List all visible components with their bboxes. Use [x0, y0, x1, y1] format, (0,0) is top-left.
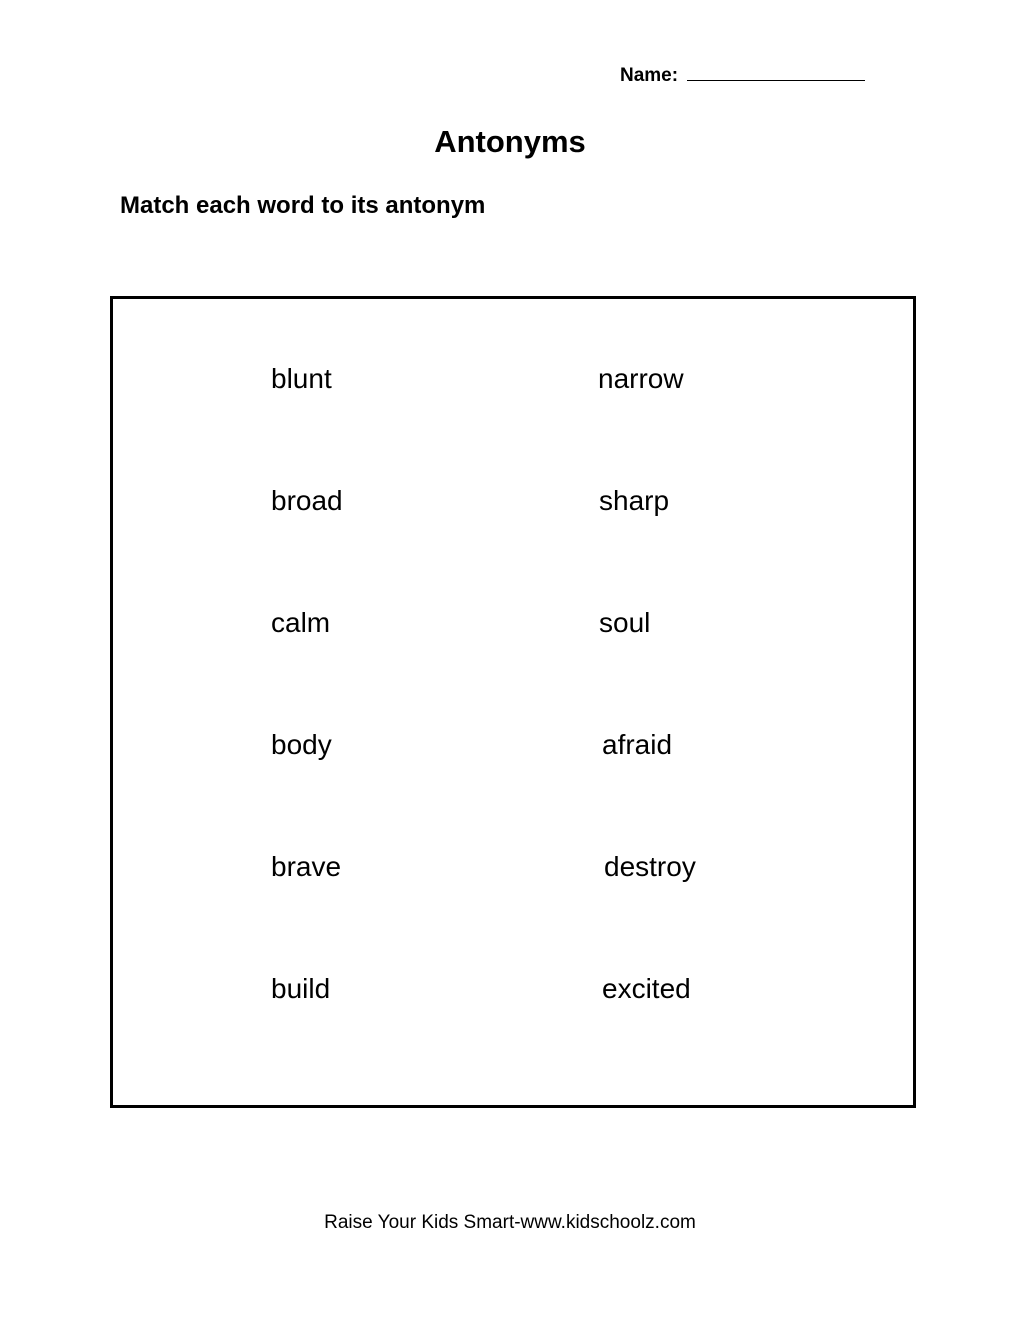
worksheet-title: Antonyms	[434, 124, 586, 159]
left-word: build	[271, 973, 331, 1004]
left-word: blunt	[271, 363, 332, 394]
left-word: calm	[271, 607, 331, 638]
right-word: soul	[599, 607, 651, 638]
word-box	[110, 296, 916, 1108]
right-word: excited	[602, 973, 691, 1004]
left-word: body	[271, 729, 332, 760]
name-label: Name:	[620, 65, 679, 86]
name-blank-line	[687, 62, 865, 81]
right-word: afraid	[602, 729, 673, 760]
right-word: destroy	[604, 851, 696, 882]
name-field	[620, 62, 865, 87]
left-word: brave	[271, 851, 342, 882]
footer-credit: Raise Your Kids Smart-www.kidschoolz.com	[324, 1212, 696, 1233]
left-word: broad	[271, 485, 343, 516]
instructions: Match each word to its antonym	[120, 192, 486, 219]
right-word: sharp	[599, 485, 670, 516]
right-word: narrow	[598, 363, 684, 394]
